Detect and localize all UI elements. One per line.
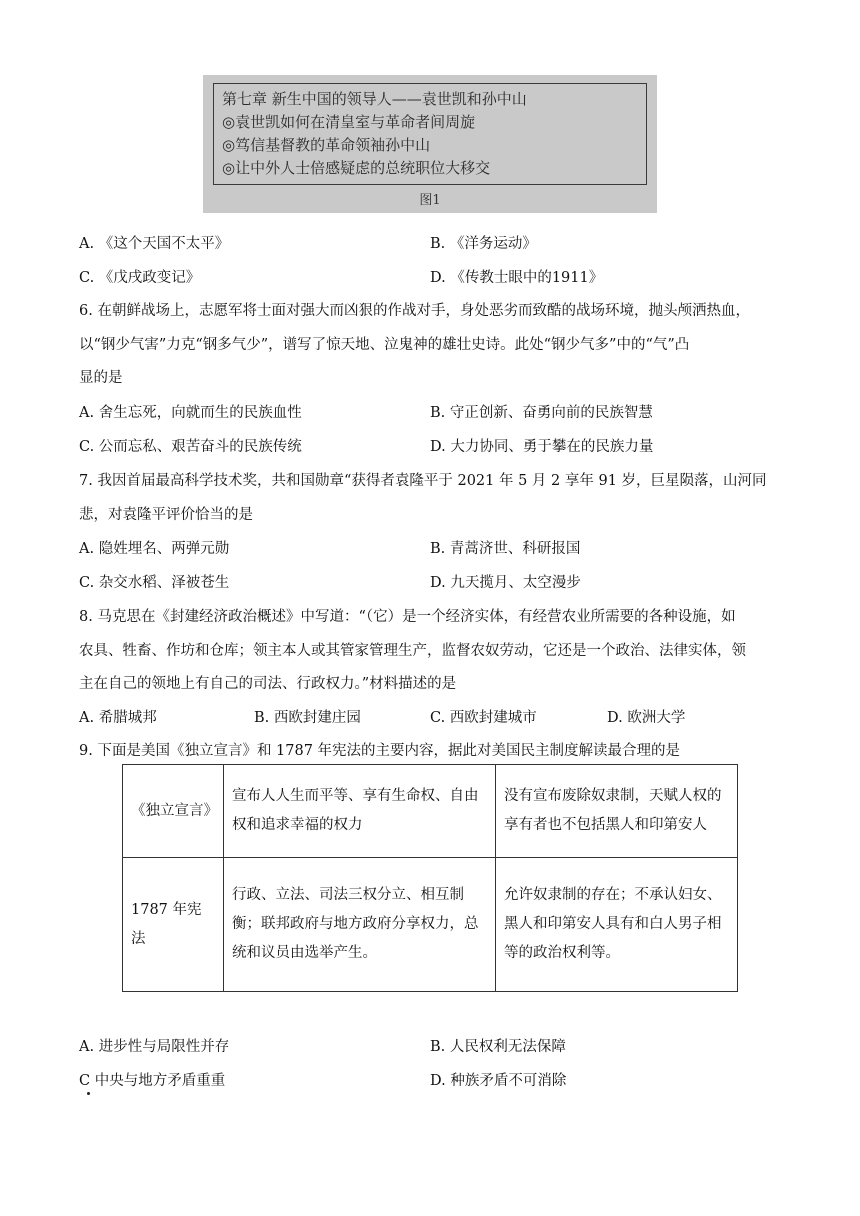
q9-stem: 9. 下面是美国《独立宣言》和 1787 年宪法的主要内容，据此对美国民主制度解读最合理的是 [79, 743, 681, 759]
q7-option-b: B. 青蒿济世、科研报国 [430, 541, 581, 557]
q7-option-a: A. 隐姓埋名、两弹元勋 [79, 541, 230, 557]
q8-option-a: A. 希腊城邦 [79, 710, 157, 726]
q8-stem-line: 8. 马克思在《封建经济政治概述》中写道：“（它）是一个经济实体，有经营农业所需要的各种设施，如 [79, 609, 736, 625]
q9-option-c: C 中央与地方矛盾重重 [79, 1073, 226, 1089]
q5-option-a: A. 《这个天国不太平》 [79, 236, 230, 252]
q5-option-d: D. 《传教士眼中的1911》 [430, 270, 604, 286]
q5-option-c: C. 《戊戌政变记》 [79, 270, 201, 286]
figure-line: ◎笃信基督教的革命领袖孙中山 [222, 136, 431, 154]
q9-comparison-table [122, 764, 738, 992]
q6-stem-line: 6. 在朝鲜战场上，志愿军将士面对强大而凶狠的作战对手，身处恶劣而致酷的战场环境，抛头颅洒热血， [79, 303, 750, 319]
q9-option-d: D. 种族矛盾不可消除 [430, 1073, 567, 1089]
q8-stem-line: 农具、牲畜、作坊和仓库；领主本人或其管家管理生产，监督农奴劳动，它还是一个政治、法律实体，领 [79, 643, 746, 659]
table-row [123, 765, 738, 858]
stray-dot [87, 1092, 90, 1095]
figure-line: 第七章 新生中国的领导人——袁世凯和孙中山 [222, 90, 527, 108]
table-row [123, 858, 738, 992]
q5-option-b: B. 《洋务运动》 [430, 236, 537, 252]
table-cell: 没有宣布废除奴隶制，天赋人权的享有者也不包括黑人和印第安人 [496, 765, 738, 858]
q8-option-b: B. 西欧封建庄园 [254, 710, 361, 726]
q6-stem-line: 以“钢少气害”力克“钢多气少”，谱写了惊天地、泣鬼神的雄壮史诗。此处“钢少气多”中的“气”凸 [79, 337, 690, 353]
q7-stem-line: 7. 我因首届最高科学技术奖，共和国勋章“获得者袁隆平于 2021 年 5 月 2 享年 91 岁，巨星陨落，山河同 [79, 473, 767, 489]
figure-line: ◎让中外人士倍感疑虑的总统职位大移交 [222, 159, 491, 177]
table-cell: 行政、立法、司法三权分立、相互制衡；联邦政府与地方政府分享权力，总统和议员由选举产生。 [224, 858, 496, 992]
table-cell: 《独立宣言》 [123, 765, 224, 858]
q6-option-a: A. 舍生忘死，向就而生的民族血性 [79, 405, 302, 421]
table-cell: 宣布人人生而平等、享有生命权、自由权和追求幸福的权力 [224, 765, 496, 858]
q7-option-c: C. 杂交水稻、泽被苍生 [79, 575, 230, 591]
q7-option-d: D. 九天揽月、太空漫步 [430, 575, 581, 591]
figure-line: ◎袁世凯如何在清皇室与革命者间周旋 [222, 113, 476, 131]
q8-option-d: D. 欧洲大学 [607, 710, 686, 726]
q6-option-d: D. 大力协同、勇于攀在的民族力量 [430, 439, 654, 455]
q9-option-b: B. 人民权利无法保障 [430, 1039, 566, 1055]
q6-option-b: B. 守正创新、奋勇向前的民族智慧 [430, 405, 653, 421]
q7-stem-line: 悲，对袁隆平评价恰当的是 [79, 507, 253, 523]
figure-caption: 图1 [419, 193, 441, 208]
q8-stem-line: 主在自己的领地上有自己的司法、行政权力。”材料描述的是 [79, 676, 457, 692]
q6-stem-line: 显的是 [79, 370, 123, 386]
q8-option-c: C. 西欧封建城市 [430, 710, 537, 726]
table-cell: 允许奴隶制的存在；不承认妇女、黑人和印第安人具有和白人男子相等的政治权利等。 [496, 858, 738, 992]
figure-1-photo [203, 75, 657, 213]
q6-option-c: C. 公而忘私、艰苦奋斗的民族传统 [79, 439, 302, 455]
q9-option-a: A. 进步性与局限性并存 [79, 1039, 230, 1055]
figure-1-frame [213, 83, 647, 185]
table-cell: 1787 年宪法 [123, 858, 224, 992]
